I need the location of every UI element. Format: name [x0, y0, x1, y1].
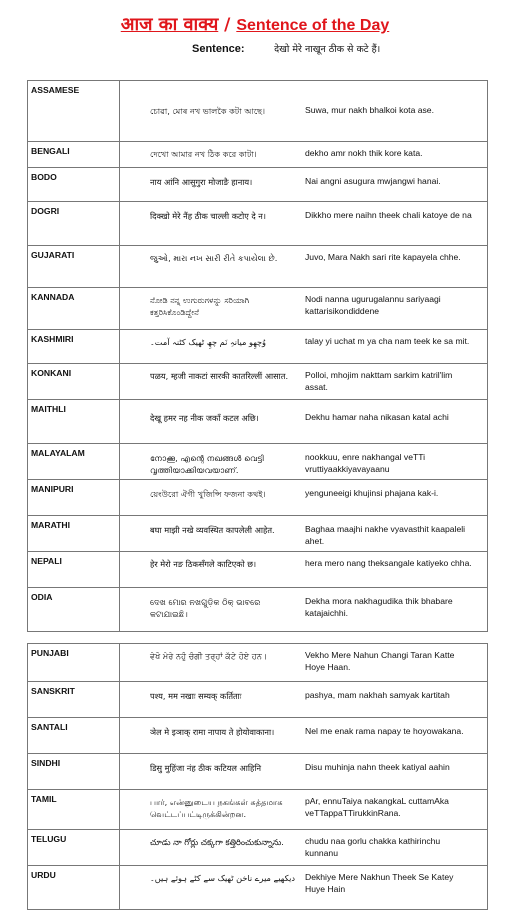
native-script-text: हेर मेरो नङ ठिकसँगले काटिएको छ। [150, 559, 257, 569]
translation-cell [120, 866, 488, 910]
table-row [28, 644, 488, 682]
translation-cell [120, 168, 488, 202]
transliteration-text: Dikkho mere naihn theek chali katoye de na [305, 210, 472, 220]
translation-cell [120, 830, 488, 866]
transliteration-text: Dekha mora nakhagudika thik bhabare katajaichhi. [305, 596, 453, 618]
language-name: ODIA [28, 588, 120, 632]
table-row [28, 588, 488, 632]
table-row [28, 330, 488, 364]
language-name: TELUGU [28, 830, 120, 866]
native-script-text: ଦେଖ ମୋର ନଖଗୁଡ଼ିକ ଠିକ୍ ଭାବରେ କଟାଯାଇଛି। [150, 597, 261, 619]
language-name: MARATHI [28, 516, 120, 552]
translation-cell [120, 516, 488, 552]
title-hindi: आज का वाक्य [120, 14, 219, 35]
table-row [28, 866, 488, 910]
language-name: SANSKRIT [28, 682, 120, 718]
table-row [28, 480, 488, 516]
translation-cell [120, 588, 488, 632]
sentence-value: देखो मेरे नाखून ठीक से कटे हैं। [274, 44, 381, 55]
translation-cell [120, 444, 488, 480]
translation-cell [120, 552, 488, 588]
translation-cell [120, 790, 488, 830]
native-script-text: दिक्खो मेरे नैंह ठीक चाल्ली कटोए दे न। [150, 211, 266, 221]
native-script-text: চোৱা, মোৰ নখ ভালকৈ কটা আছে। [150, 106, 266, 116]
transliteration-text: Nodi nanna ugurugalannu sariyaagi kattarisikondiddene [305, 294, 441, 316]
native-script-text: डिसु मुहिंजा नंह ठीक कटियल आहिनि [150, 763, 262, 773]
language-name: KONKANI [28, 364, 120, 400]
table-row [28, 288, 488, 330]
table-row [28, 552, 488, 588]
native-script-text: ਵੇਖੋ ਮੇਰੇ ਨਹੁੰ ਚੰਗੀ ਤਰ੍ਹਾਂ ਕੱਟੇ ਹੋਏ ਹਨ। [150, 651, 268, 661]
translation-cell [120, 682, 488, 718]
transliteration-text: chudu naa gorlu chakka kathirinchu kunnanu [305, 836, 441, 858]
native-script-text: دیکھیے میرے ناخن ٹھیک سے کٹے ہوئے ہیں۔ [150, 873, 296, 883]
language-name: PUNJABI [28, 644, 120, 682]
native-script-text: देखू हमर नह नीक जकाँ कटल अछि। [150, 413, 259, 423]
native-script-text: দেখো আমার নখ ঠিক করে কাটা। [150, 149, 257, 159]
language-name: BENGALI [28, 142, 120, 168]
translation-cell [120, 644, 488, 682]
transliteration-text: Nai angni asugura mwjangwi hanai. [305, 176, 441, 186]
transliteration-text: Suwa, mur nakh bhalkoi kota ase. [305, 105, 434, 115]
language-name: SINDHI [28, 754, 120, 790]
table-row [28, 142, 488, 168]
native-script-text: ನೋಡಿ ನನ್ನ ಉಗುರುಗಳನ್ನು ಸರಿಯಾಗಿ ಕತ್ತರಿಸಿಕೊಂಡಿದ್ದೇನೆ [150, 295, 250, 317]
table-row [28, 830, 488, 866]
transliteration-text: hera mero nang theksangale katiyeko chha. [305, 558, 472, 568]
native-script-text: જુઓ, મારા નખ સારી રીતે કપાયેલા છે. [150, 253, 278, 263]
language-table-2 [27, 643, 488, 910]
table-row [28, 364, 488, 400]
table-row [28, 516, 488, 552]
transliteration-text: Disu muhinja nahn theek katiyal aahin [305, 762, 450, 772]
page-title [0, 12, 510, 36]
transliteration-text: Baghaa maajhi nakhe vyavasthit kaapaleli ahet. [305, 524, 466, 546]
language-table-1 [27, 80, 488, 632]
transliteration-text: pashya, mam nakhah samyak kartitah [305, 690, 450, 700]
native-script-text: చూడు నా గోర్లు చక్కగా కత్తిరించుకున్నాను. [150, 837, 284, 847]
transliteration-text: Polloi, mhojim nakttam sarkim katril'lim assat. [305, 370, 453, 392]
native-script-text: وُچھِو میانہِ نَم چھِ ٹھیک کٹنہ آمت۔ [150, 337, 267, 347]
table-row [28, 400, 488, 444]
translation-cell [120, 142, 488, 168]
title-english: Sentence of the Day [236, 17, 390, 34]
native-script-text: पश्य, मम नखाः सम्यक् कर्तिताः [150, 691, 242, 701]
native-script-text: பார், என்னுடைய நகங்கள் சுத்தமாக வெட்டப்பட்டிருக்கின்றன. [150, 797, 283, 819]
transliteration-text: talay yi uchat m ya cha nam teek ke sa mit. [305, 336, 470, 346]
language-name: SANTALI [28, 718, 120, 754]
translation-cell [120, 364, 488, 400]
native-script-text: ञेल मे इञाक् रामा नापाय ते होयोवाकाना। [150, 727, 275, 737]
language-name: GUJARATI [28, 246, 120, 288]
language-name: NEPALI [28, 552, 120, 588]
language-name: URDU [28, 866, 120, 910]
translation-cell [120, 718, 488, 754]
transliteration-text: Vekho Mere Nahun Changi Taran Katte Hoye Haan. [305, 650, 455, 672]
native-script-text: नाय आंनि आसुगुरा मोजाङै हानाय। [150, 177, 253, 187]
transliteration-text: dekho amr nokh thik kore kata. [305, 148, 423, 158]
native-script-text: য়েংউরো ঐগী খুজিন্সি ফজনা কথই। [150, 489, 266, 499]
sentence-label: Sentence: [192, 43, 245, 55]
transliteration-text: yenguneeigi khujinsi phajana kak-i. [305, 488, 439, 498]
transliteration-text: pAr, ennuTaiya nakangkaL cuttamAka veTTappaTTirukkinRana. [305, 796, 449, 818]
title-separator: / [218, 15, 237, 35]
language-name: BODO [28, 168, 120, 202]
transliteration-text: Juvo, Mara Nakh sari rite kapayela chhe. [305, 252, 461, 262]
translation-cell [120, 754, 488, 790]
table-row [28, 682, 488, 718]
translation-cell [120, 480, 488, 516]
native-script-text: നോക്കൂ, എന്റെ നഖങ്ങൾ വെട്ടി വൃത്തിയാക്കിയവയാണ്. [150, 453, 264, 475]
transliteration-text: nookkuu, enre nakhangal veTTi vruttiyaakkiyavayaanu [305, 452, 426, 474]
language-name: MANIPURI [28, 480, 120, 516]
table-row [28, 168, 488, 202]
table-row [28, 81, 488, 142]
native-script-text: पळय, म्हजी नाकटां सारकी कातरिल्लीं आसात. [150, 371, 289, 381]
language-name: TAMIL [28, 790, 120, 830]
language-name: KANNADA [28, 288, 120, 330]
translation-cell [120, 81, 488, 142]
translation-cell [120, 330, 488, 364]
language-name: MALAYALAM [28, 444, 120, 480]
language-name: DOGRI [28, 202, 120, 246]
transliteration-text: Nel me enak rama napay te hoyowakana. [305, 726, 464, 736]
table-row [28, 790, 488, 830]
transliteration-text: Dekhiye Mere Nakhun Theek Se Katey Huye Hain [305, 872, 454, 894]
language-name: ASSAMESE [28, 81, 120, 142]
native-script-text: बघा माझी नखे व्यवस्थित कापलेली आहेत. [150, 525, 275, 535]
translation-cell [120, 246, 488, 288]
language-name: MAITHLI [28, 400, 120, 444]
sentence-row [192, 42, 380, 55]
translation-cell [120, 202, 488, 246]
table-row [28, 754, 488, 790]
table-row [28, 444, 488, 480]
table-row [28, 246, 488, 288]
translation-cell [120, 400, 488, 444]
language-name: KASHMIRI [28, 330, 120, 364]
translation-cell [120, 288, 488, 330]
transliteration-text: Dekhu hamar naha nikasan katal achi [305, 412, 449, 422]
table-row [28, 202, 488, 246]
table-row [28, 718, 488, 754]
